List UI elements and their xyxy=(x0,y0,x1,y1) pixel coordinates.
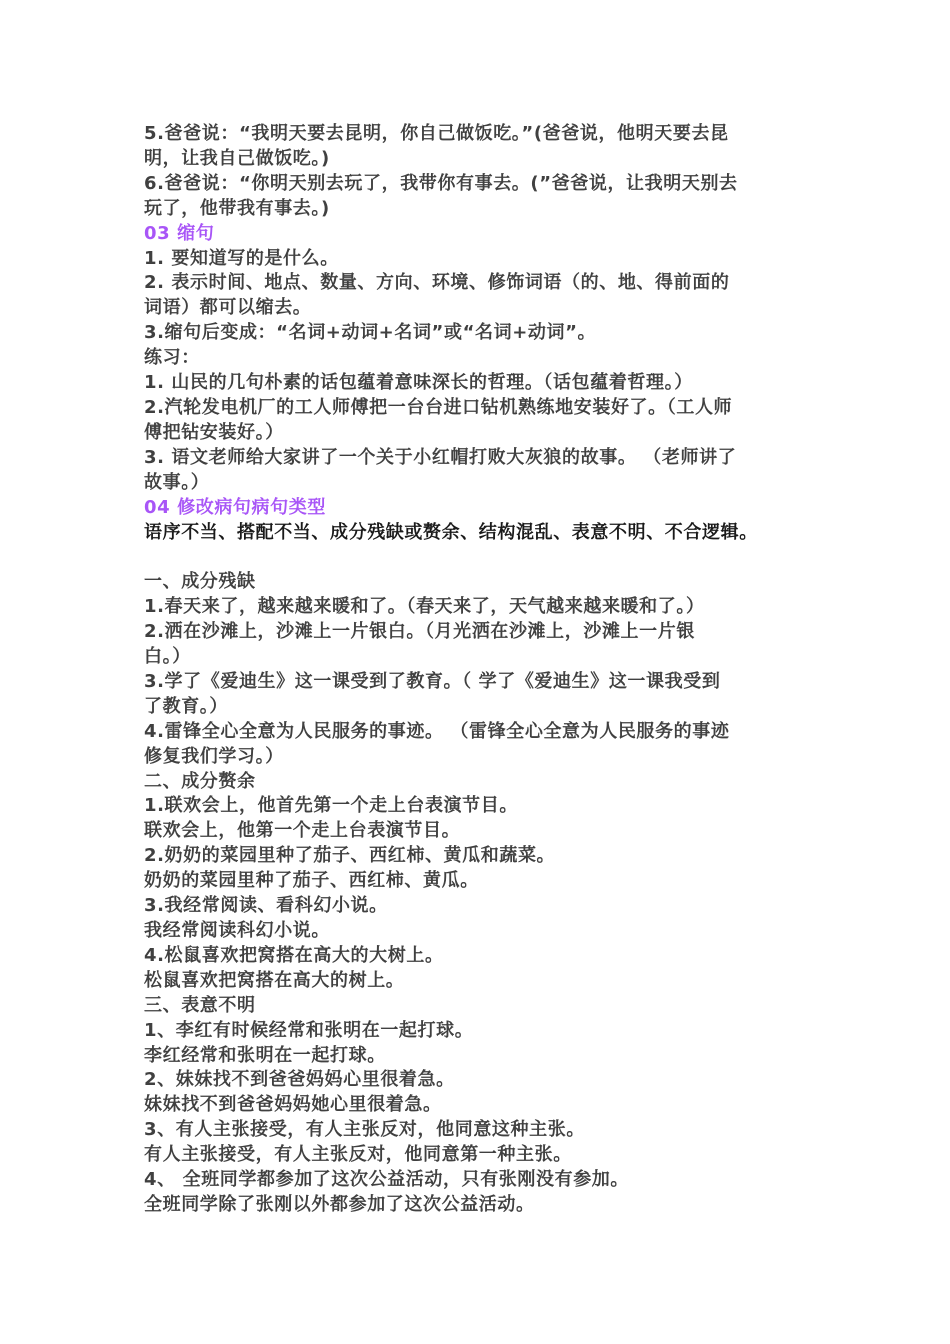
text-line: 5.爸爸说：“我明天要去昆明，你自己做饭吃。”(爸爸说，他明天要去昆 xyxy=(144,123,729,144)
text-line: 4.雷锋全心全意为人民服务的事迹。 （雷锋全心全意为人民服务的事迹 xyxy=(144,720,730,742)
text-line: 全班同学除了张刚以外都参加了这次公益活动。 xyxy=(144,1193,535,1215)
text-line: 1. 要知道写的是什么。 xyxy=(144,247,339,269)
text-line: 2、妹妹找不到爸爸妈妈心里很着急。 xyxy=(144,1069,455,1091)
subheading: 一、成分残缺 xyxy=(144,571,256,593)
section-heading: 03 缩句 xyxy=(144,222,215,244)
text-line: 6.爸爸说：“你明天别去玩了，我带你有事去。(”爸爸说，让我明天别去 xyxy=(144,172,738,194)
section-heading: 04 修改病句病句类型 xyxy=(144,496,326,518)
text-line: 3.缩句后变成：“名词+动词+名词”或“名词+动词”。 xyxy=(144,322,597,344)
subheading: 三、表意不明 xyxy=(144,994,256,1016)
text-line: 3、有人主张接受，有人主张反对，他同意这种主张。 xyxy=(144,1119,585,1141)
subheading: 练习： xyxy=(144,347,200,369)
text-line: 词语）都可以缩去。 xyxy=(144,297,312,319)
text-line: 李红经常和张明在一起打球。 xyxy=(144,1044,386,1066)
text-line: 3.学了《爱迪生》这一课受到了教育。（ 学了《爱迪生》这一课我受到 xyxy=(144,670,721,692)
text-line: 1、李红有时候经常和张明在一起打球。 xyxy=(144,1019,474,1041)
text-line: 3.我经常阅读、看科幻小说。 xyxy=(144,895,388,917)
text-line: 妹妹找不到爸爸妈妈她心里很着急。 xyxy=(144,1094,442,1116)
text-line: 1.春天来了，越来越来暖和了。（春天来了，天气越来越来暖和了。） xyxy=(144,596,705,618)
text-line: 玩了，他带我有事去。) xyxy=(144,197,330,219)
text-line: 2.汽轮发电机厂的工人师傅把一台台进口钻机熟练地安装好了。（工人师 xyxy=(144,396,733,418)
text-line: 联欢会上，他第一个走上台表演节目。 xyxy=(144,820,461,842)
text-line: 了教育。） xyxy=(144,695,228,717)
text-line: 白。） xyxy=(144,646,191,668)
text-line: 有人主张接受，有人主张反对，他同意第一种主张。 xyxy=(144,1144,572,1166)
text-line: 奶奶的菜园里种了茄子、西红柿、黄瓜。 xyxy=(144,870,479,892)
text-line: 松鼠喜欢把窝搭在高大的树上。 xyxy=(144,969,405,991)
text-line: 2.洒在沙滩上，沙滩上一片银白。（月光洒在沙滩上，沙滩上一片银 xyxy=(144,621,695,643)
text-line: 我经常阅读科幻小说。 xyxy=(144,919,330,941)
text-line: 1.联欢会上，他首先第一个走上台表演节目。 xyxy=(144,795,518,817)
text-line: 故事。） xyxy=(144,471,210,493)
blank-line xyxy=(144,545,824,570)
text-line: 明，让我自己做饭吃。) xyxy=(144,147,330,169)
text-line: 2.奶奶的菜园里种了茄子、西红柿、黄瓜和蔬菜。 xyxy=(144,845,556,867)
document-page xyxy=(144,122,824,1218)
text-line: 4.松鼠喜欢把窝搭在高大的大树上。 xyxy=(144,944,444,966)
text-line: 1. 山民的几句朴素的话包蕴着意味深长的哲理。（话包蕴着哲理。） xyxy=(144,372,693,394)
sentence-types-summary: 语序不当、搭配不当、成分残缺或赘余、结构混乱、表意不明、不合逻辑。 xyxy=(144,521,758,543)
text-line: 傅把钻安装好。） xyxy=(144,421,284,443)
subheading: 二、成分赘余 xyxy=(144,770,256,792)
text-line: 修复我们学习。） xyxy=(144,745,284,767)
text-line: 3. 语文老师给大家讲了一个关于小红帽打败大灰狼的故事。 （老师讲了 xyxy=(144,446,737,468)
text-line: 2. 表示时间、地点、数量、方向、环境、修饰词语（的、地、得前面的 xyxy=(144,272,730,294)
text-line: 4、 全班同学都参加了这次公益活动，只有张刚没有参加。 xyxy=(144,1169,629,1191)
